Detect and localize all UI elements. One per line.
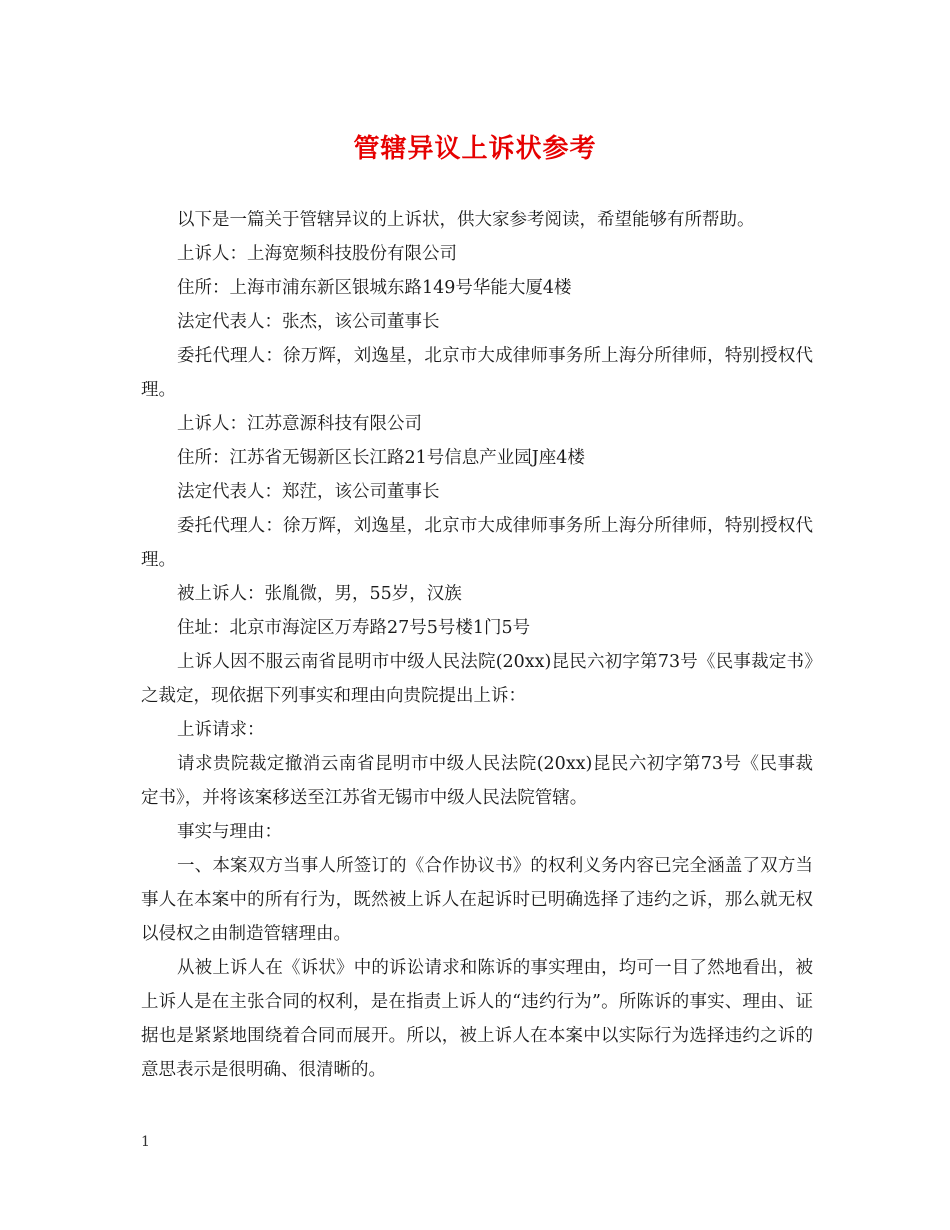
page-number: 1 [141, 1134, 150, 1150]
paragraph-facts-heading: 事实与理由： [177, 822, 282, 842]
paragraph-appellee: 被上诉人：张胤微，男，55岁，汉族 [177, 584, 462, 604]
paragraph-legal-rep-2: 法定代表人：郑茳，该公司董事长 [177, 482, 440, 502]
paragraph-address-2: 住所：江苏省无锡新区长江路21号信息产业园J座4楼 [177, 448, 585, 468]
paragraph-legal-rep-1: 法定代表人：张杰，该公司董事长 [177, 312, 440, 332]
paragraph-appellee-address: 住址：北京市海淀区万寿路27号5号楼1门5号 [177, 618, 531, 638]
paragraph-appeal-basis: 上诉人因不服云南省昆明市中级人民法院(20xx)昆民六初字第73号《民事裁定书》之裁定，现依据下列事实和理由向贵院提出上诉： [141, 652, 813, 706]
paragraph-agent-1: 委托代理人：徐万辉，刘逸星，北京市大成律师事务所上海分所律师，特别授权代理。 [141, 346, 813, 400]
paragraph-appellant-1: 上诉人：上海宽频科技股份有限公司 [177, 244, 457, 264]
paragraph-reason-2: 从被上诉人在《诉状》中的诉讼请求和陈诉的事实理由，均可一目了然地看出，被上诉人是在主张合同的权利，是在指责上诉人的“违约行为”。所陈诉的事实、理由、证据也是紧紧地围绕着合同而展开。所以，被上诉人在本案中以实际行为选择违约之诉的意思表示是很明确、很清晰的。 [141, 958, 813, 1080]
paragraph-appellant-2: 上诉人：江苏意源科技有限公司 [177, 414, 422, 434]
document-body [141, 203, 813, 1087]
paragraph-appeal-request: 请求贵院裁定撤消云南省昆明市中级人民法院(20xx)昆民六初字第73号《民事裁定书》，并将该案移送至江苏省无锡市中级人民法院管辖。 [141, 754, 813, 808]
paragraph-intro: 以下是一篇关于管辖异议的上诉状，供大家参考阅读，希望能够有所帮助。 [177, 210, 755, 230]
paragraph-agent-2: 委托代理人：徐万辉，刘逸星，北京市大成律师事务所上海分所律师，特别授权代理。 [141, 516, 813, 570]
paragraph-reason-1: 一、本案双方当事人所签订的《合作协议书》的权利义务内容已完全涵盖了双方当事人在本案中的所有行为，既然被上诉人在起诉时已明确选择了违约之诉，那么就无权以侵权之由制造管辖理由。 [141, 856, 813, 944]
paragraph-appeal-request-heading: 上诉请求： [177, 720, 265, 740]
paragraph-address-1: 住所：上海市浦东新区银城东路149号华能大厦4楼 [177, 278, 572, 298]
document-title: 管辖异议上诉状参考 [353, 134, 597, 164]
